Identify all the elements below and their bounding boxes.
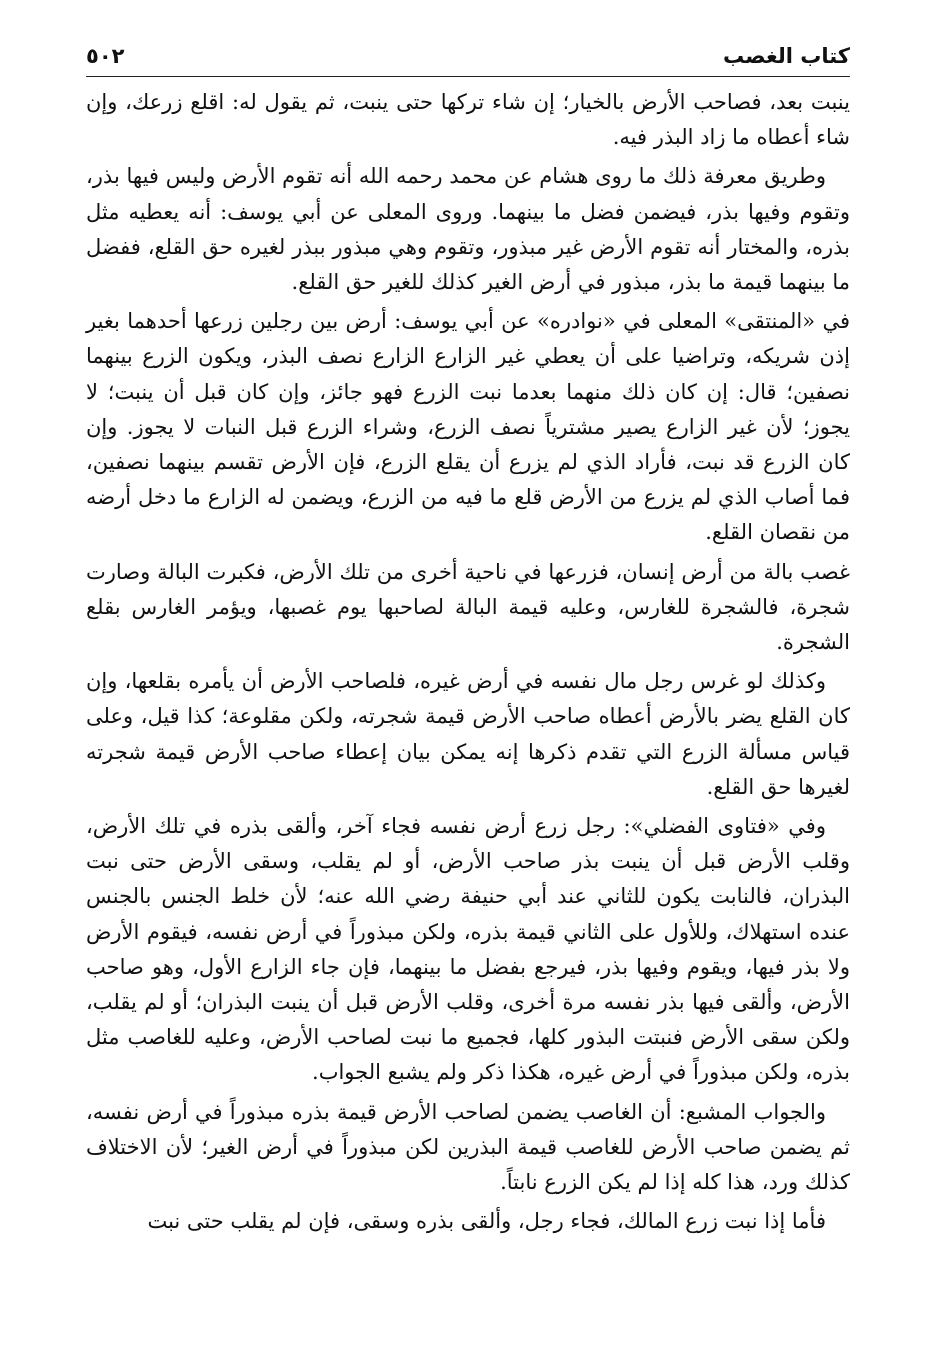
running-title: كتاب الغصب (723, 44, 850, 68)
paragraph: في «المنتقى» المعلى في «نوادره» عن أبي يوسف: أرض بين رجلين زرعها أحدهما بغير إذن شريكه، وتراضيا على أن يعطي غير الزارع الزارع نصف البذر، ويكون الزرع بينهما نصفين؛ قال: إن كان ذلك منهما بعدما نبت الزرع فهو جائز، وإن كان قبل أن ينبت؛ لا يجوز؛ لأن غير الزارع يصير مشترياً نصف الزرع، وشراء الزرع قبل النبات لا يجوز. وإن كان الزرع قد نبت، فأراد الذي لم يزرع أن يقلع الزرع، فإن الأرض تقسم بينهما نصفين، فما أصاب الذي لم يزرع من الأرض قلع ما فيه من الزرع، ويضمن له الزارع ما دخل أرضه من نقصان القلع. (86, 309, 850, 545)
paragraph: وفي «فتاوى الفضلي»: رجل زرع أرض نفسه فجاء آخر، وألقى بذره في تلك الأرض، وقلب الأرض قبل أن ينبت بذر صاحب الأرض، أو لم يقلب، وسقى الأرض حتى نبت البذران، فالنابت يكون للثاني عند أبي حنيفة رضي الله عنه؛ لأن خلط الجنس بالجنس عنده استهلاك، وللأول على الثاني قيمة بذره، ولكن مبذوراً في أرض نفسه، فيقوم الأرض ولا بذر فيها، ويقوم وفيها بذر، فيرجع بفضل ما بينهما، فإن جاء الزارع الأول، وهو صاحب الأرض، وألقى فيها بذر نفسه مرة أخرى، وقلب الأرض قبل أن ينبت البذران؛ أو لم يقلب، ولكن سقى الأرض فنبتت البذور كلها، فجميع ما نبت لصاحب الأرض، وعليه للغاصب مثل بذره، ولكن مبذوراً في أرض غيره، هكذا ذكر ولم يشبع الجواب. (86, 814, 850, 1085)
page-number: ٥٠٢ (86, 44, 125, 68)
paragraph: والجواب المشبع: أن الغاصب يضمن لصاحب الأرض قيمة بذره مبذوراً في أرض نفسه، ثم يضمن صاحب الأرض للغاصب قيمة البذرين لكن مبذوراً في أرض الغير؛ لأن الاختلاف كذلك ورد، هذا كله إذا لم يكن الزرع نابتاً. (86, 1099, 850, 1195)
page-header (86, 40, 850, 77)
paragraph: ينبت بعد، فصاحب الأرض بالخيار؛ إن شاء تركها حتى ينبت، ثم يقول له: اقلع زرعك، وإن شاء أعطاه ما زاد البذر فيه. (86, 90, 850, 150)
book-page (86, 40, 850, 1360)
paragraph: وكذلك لو غرس رجل مال نفسه في أرض غيره، فلصاحب الأرض أن يأمره بقلعها، وإن كان القلع يضر بالأرض أعطاه صاحب الأرض قيمة شجرته، ولكن مقلوعة؛ كذا قيل، وعلى قياس مسألة الزرع التي تقدم ذكرها إنه يمكن بيان إعطاء صاحب الأرض قيمة شجرته لغيرها حق القلع. (86, 669, 850, 799)
paragraph: وطريق معرفة ذلك ما روى هشام عن محمد رحمه الله أنه تقوم الأرض وليس فيها بذر، وتقوم وفيها بذر، فيضمن فضل ما بينهما. وروى المعلى عن أبي يوسف: أنه يعطيه مثل بذره، والمختار أنه تقوم الأرض غير مبذور، وتقوم وهي مبذور ببذر لغيره حق القلع، ففضل ما بينهما قيمة ما بذر، مبذور في أرض الغير كذلك للغير حق القلع. (86, 164, 850, 295)
paragraph: فأما إذا نبت زرع المالك، فجاء رجل، وألقى بذره وسقى، فإن لم يقلب حتى نبت (147, 1209, 826, 1234)
page-body (86, 85, 850, 1240)
paragraph: غصب بالة من أرض إنسان، فزرعها في ناحية أخرى من تلك الأرض، فكبرت البالة وصارت شجرة، فالشجرة للغارس، وعليه قيمة البالة لصاحبها يوم غصبها، ويؤمر الغارس بقلع الشجرة. (86, 559, 850, 655)
